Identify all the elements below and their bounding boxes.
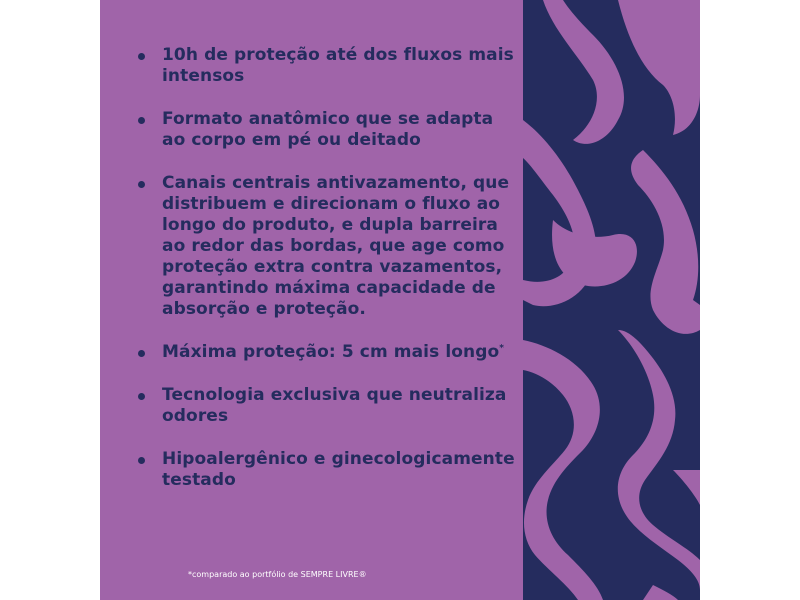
feature-text: Tecnologia exclusiva que neutraliza odores [162, 385, 507, 426]
feature-item [162, 173, 518, 320]
feature-text: Canais centrais antivazamento, que distribuem e direcionam o fluxo ao longo do produto, e dupla barreira ao redor das bordas, que age como proteção extra contra vazamentos, garantindo máxima capacidade de absorção e proteção. [162, 173, 510, 319]
feature-item [162, 342, 518, 363]
product-info-panel [100, 0, 700, 600]
bullet-icon [138, 350, 145, 357]
feature-text: Máxima proteção: 5 cm mais longo [162, 342, 500, 362]
features-list [162, 45, 518, 491]
footnote: *comparado ao portfólio de SEMPRE LIVRE® [188, 570, 367, 579]
decorative-pattern [523, 0, 700, 600]
feature-item [162, 449, 518, 491]
footnote-marker: * [499, 343, 505, 354]
bullet-icon [138, 457, 145, 464]
feature-item [162, 109, 518, 151]
feature-item [162, 385, 518, 427]
feature-item [162, 45, 518, 87]
feature-text: 10h de proteção até dos fluxos mais intensos [162, 45, 514, 86]
wave-pattern-graphic [523, 0, 700, 600]
feature-text: Hipoalergênico e ginecologicamente testado [162, 449, 515, 490]
bullet-icon [138, 181, 145, 188]
bullet-icon [138, 393, 145, 400]
bullet-icon [138, 53, 145, 60]
features-background [100, 0, 523, 600]
bullet-icon [138, 117, 145, 124]
feature-text: Formato anatômico que se adapta ao corpo em pé ou deitado [162, 109, 494, 150]
